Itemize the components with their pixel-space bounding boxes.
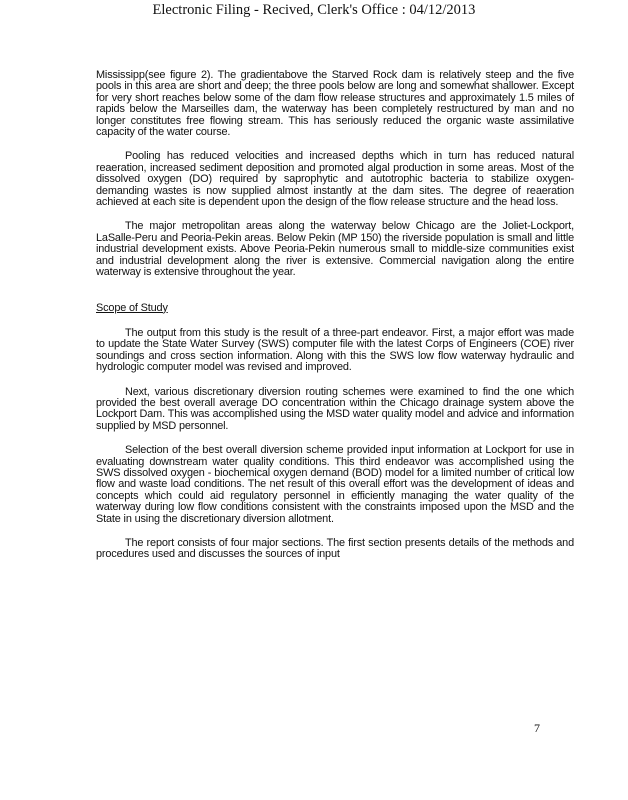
page-number: 7 bbox=[534, 721, 540, 735]
body-paragraph: Mississipp(see figure 2). The gradientabove the Starved Rock dam is relatively steep and the five pools in this area are short and deep; the three pools below are long and somewhat shallower. Except for very short reaches below some of the dam flow release structures and approximately 1.5 miles of rapids below the Marseilles dam, the waterway has been completely restructured by man and no longer constitutes free flowing stream. This has seriously reduced the organic waste assimilative capacity of the water course. bbox=[96, 69, 574, 139]
body-paragraph: Pooling has reduced velocities and increased depths which in turn has reduced natural reaeration, increased sediment deposition and promoted algal production in some areas. Most of the dissolved oxygen (DO) required by saprophytic and autotrophic bacteria to stabilize oxygen-demanding wastes is now supplied almost instantly at the dam sites. The degree of reaeration achieved at each site is dependent upon the design of the flow release structure and the head loss. bbox=[96, 150, 574, 209]
body-paragraph: The output from this study is the result of a three-part endeavor. First, a major effort was made to update the State Water Survey (SWS) computer file with the latest Corps of Engineers (COE) river soundings and cross section information. Along with this the SWS low flow waterway hydraulic and hydrologic computer model was revised and improved. bbox=[96, 326, 574, 374]
filing-header: Electronic Filing - Recived, Clerk's Office : 04/12/2013 bbox=[152, 2, 476, 18]
body-paragraph: The report consists of four major sections. The first section presents details of the methods and procedures used and discusses the sources of input bbox=[96, 537, 574, 561]
body-paragraph: Selection of the best overall diversion scheme provided input information at Lockport for use in evaluating downstream water quality conditions. This third endeavor was accomplished using the SWS dissolved oxygen - biochemical oxygen demand (BOD) model for a limited number of critical low flow and waste load conditions. The net result of this overall effort was the development of ideas and concepts which could aid regulatory personnel in efficiently managing the water quality of the waterway during low flow conditions consistent with the constraints imposed upon the MSD and the State in using the discretionary diversion allotment. bbox=[96, 444, 574, 525]
document-body bbox=[96, 70, 574, 574]
body-paragraph: Next, various discretionary diversion routing schemes were examined to find the one which provided the best overall average DO concentration within the Chicago drainage system above the Lockport Dam. This was accomplished using the MSD water quality model and advice and information supplied by MSD personnel. bbox=[96, 385, 574, 432]
body-paragraph: The major metropolitan areas along the waterway below Chicago are the Joliet-Lockport, LaSalle-Peru and Peoria-Pekin areas. Below Pekin (MP 150) the riverside population is small and little industrial development exists. Above Peoria-Pekin numerous small to middle-size communities exist and industrial development along the river is extensive. Commercial navigation along the entire waterway is extensive throughout the year. bbox=[96, 220, 574, 279]
section-heading: Scope of Study bbox=[96, 301, 168, 314]
